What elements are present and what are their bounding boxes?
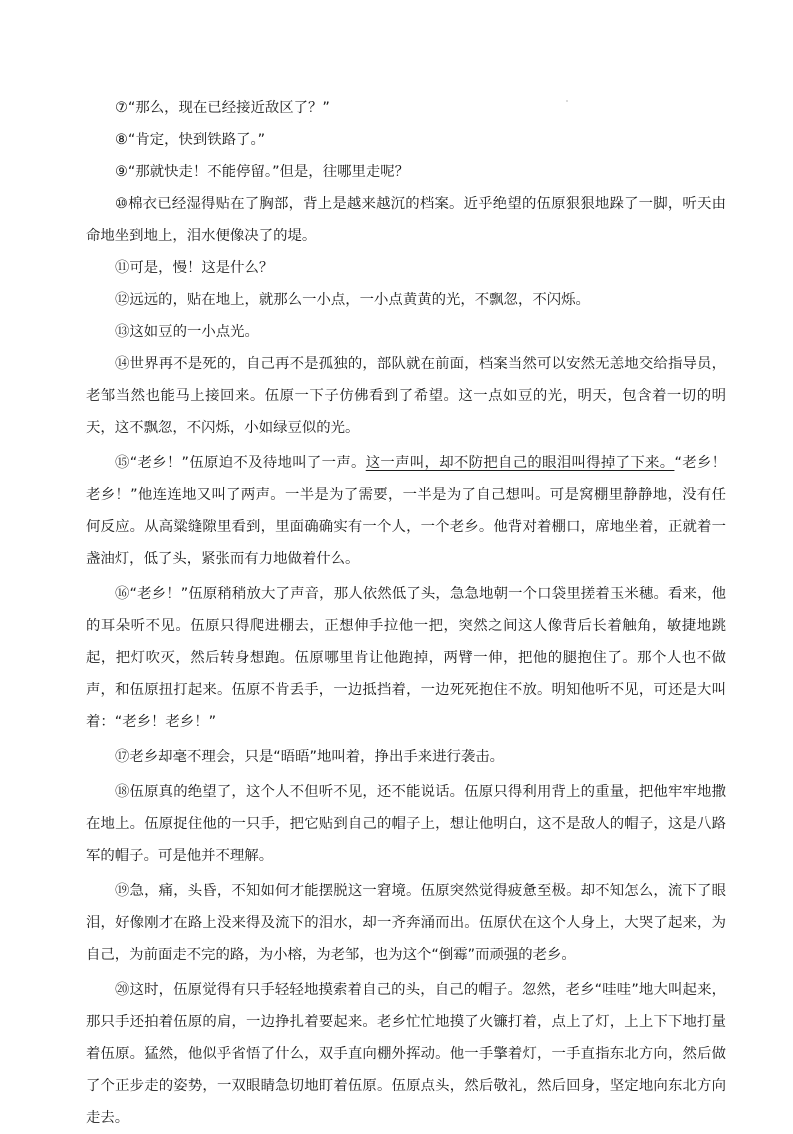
- paragraph-11: ⑪可是，慢！这是什么？: [115, 260, 274, 276]
- paragraph-12: ⑫远远的，贴在地上，就那么一小点，一小点黄黄的光，不飘忽，不闪烁。: [115, 292, 590, 308]
- paragraph-17: ⑰老乡却毫不理会，只是“晤晤”地叫着，挣出手来进行袭击。: [115, 749, 505, 765]
- paragraph-20: ⑳这时，伍原觉得有只手轻轻地摸索着自己的头，自己的帽子。忽然，老乡“哇哇”地大叫起来，那只手还拍着伍原的肩，一边挣扎着要起来。老乡忙忙地摸了火镰打着，点上了灯，上上下下地打量着伍原。猛然，他似乎省悟了什么，双手直向棚外挥动。他一手擎着灯，一手直指东北方向，然后做了个正步走的姿势，一双眼睛急切地盯着伍原。伍原点头，然后敬礼，然后回身，坚定地向东北方向走去。: [86, 982, 726, 1126]
- paragraph-7: ⑦“那么，现在已经接近敌区了？”: [115, 100, 330, 116]
- document-body: [86, 92, 726, 1134]
- paragraph-13: ⑬这如豆的一小点光。: [115, 324, 259, 340]
- paragraph-8: ⑧“肯定，快到铁路了。”: [115, 132, 266, 148]
- paragraph-15-underlined-sentence: 这一声叫，却不防把自己的眼泪叫得掉了下来。: [365, 455, 675, 471]
- paragraph-16: ⑯“老乡！”伍原稍稍放大了声音，那人依然低了头，急急地朝一个口袋里搓着玉米穗。看来，他的耳朵听不见。伍原只得爬进棚去，正想伸手拉他一把，突然之间这人像背后长着触角，敏捷地跳起，把灯吹灭，然后转身想跑。伍原哪里肯让他跑掉，两臂一伸，把他的腿抱住了。那个人也不做声，和伍原扭打起来。伍原不肯丢手，一边抵挡着，一边死死抱住不放。明知他听不见，可还是大叫着：“老乡！老乡！”: [86, 586, 726, 730]
- paragraph-15-rest: “老乡！老乡！”他连连地又叫了两声。一半是为了需要，一半是为了自己想叫。可是窝棚里静静地，没有任何反应。从高粱缝隙里看到，里面确确实有一个人，一个老乡。他背对着棚口，席地坐着，正就着一盏油灯，低了头，紧张而有力地做着什么。: [86, 455, 726, 567]
- paragraph-19: ⑲急，痛，头昏，不知如何才能摆脱这一窘境。伍原突然觉得疲惫至极。却不知怎么，流下了眼泪，好像刚才在路上没来得及流下的泪水，却一齐奔涌而出。伍原伏在这个人身上，大哭了起来，为自己，为前面走不完的路，为小榕，为老邹，也为这个“倒霉”而顽强的老乡。: [86, 883, 726, 963]
- paragraph-14: ⑭世界再不是死的，自己再不是孤独的，部队就在前面，档案当然可以安然无恙地交给指导员，老邹当然也能马上接回来。伍原一下子仿佛看到了希望。这一点如豆的光，明天，包含着一切的明天，这不飘忽，不闪烁，小如绿豆似的光。: [86, 356, 726, 436]
- paragraph-18: ⑱伍原真的绝望了，这个人不但听不见，还不能说话。伍原只得利用背上的重量，把他牢牢地撒在地上。伍原捉住他的一只手，把它贴到自己的帽子上，想让他明白，这不是敌人的帽子，这是八路军的帽子。可是他并不理解。: [86, 784, 726, 864]
- paragraph-9: ⑨“那就快走！不能停留。”但是，往哪里走呢？: [115, 164, 410, 180]
- paragraph-15-lead: ⑮“老乡！”伍原迫不及待地叫了一声。: [115, 455, 366, 471]
- paragraph-15: [86, 447, 726, 575]
- paragraph-10: ⑩棉衣已经湿得贴在了胸部，背上是越来越沉的档案。近乎绝望的伍原狠狠地跺了一脚，听天由命地坐到地上，泪水便像决了的堤。: [86, 196, 726, 244]
